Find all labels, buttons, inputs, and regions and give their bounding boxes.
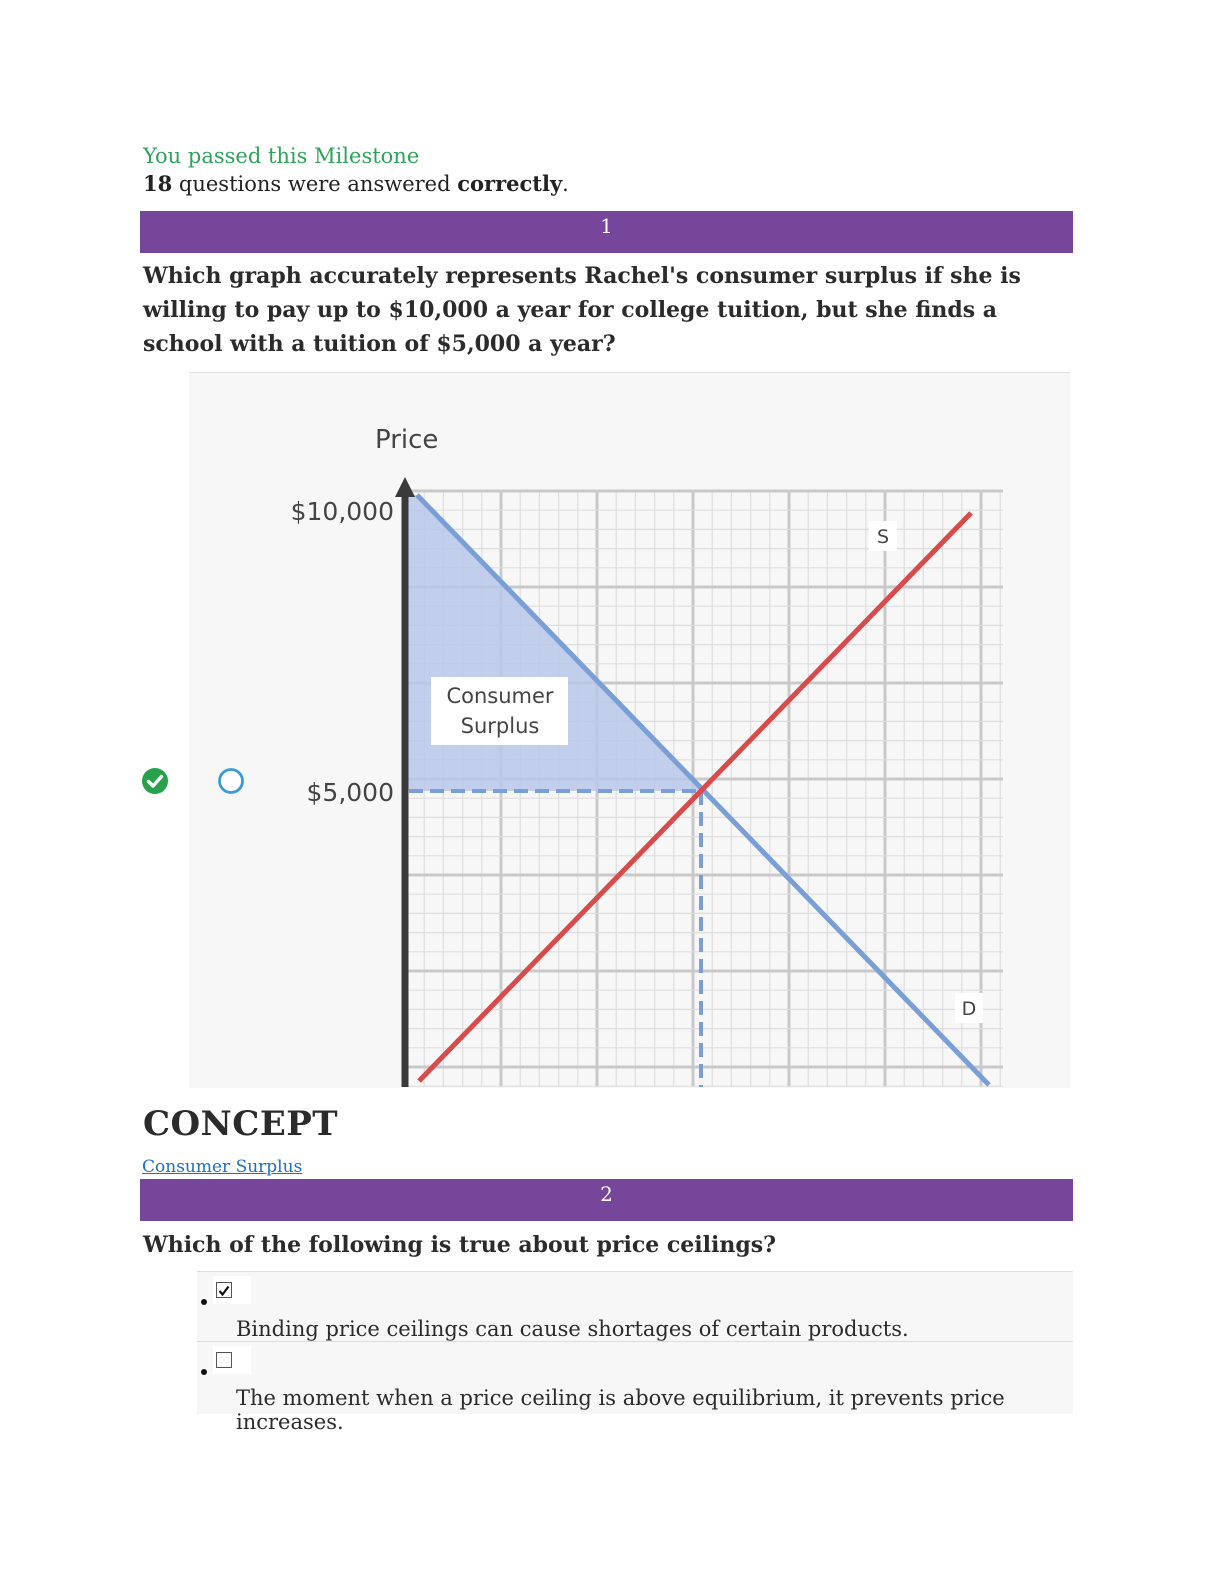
question-2-header xyxy=(140,1179,1073,1221)
option-2-label: The moment when a price ceiling is above equilibrium, it prevents price increases. xyxy=(236,1386,1005,1434)
option-1-checkbox-wrap xyxy=(213,1276,251,1304)
y-axis-label: Price xyxy=(375,425,439,455)
concept-link[interactable]: Consumer Surplus xyxy=(142,1157,303,1177)
question-1-header xyxy=(140,211,1073,253)
option-2-checkbox-wrap xyxy=(213,1346,251,1374)
correct-check-icon xyxy=(141,767,169,795)
y-tick-label-10000: $10,000 xyxy=(290,497,394,526)
bullet xyxy=(201,1369,207,1375)
question-2-text: Which of the following is true about price ceilings? xyxy=(143,1232,777,1258)
score-text: questions were answered xyxy=(172,172,458,196)
question-1-text: Which graph accurately represents Rachel's consumer surplus if she is willing to pay up to $10,000 a year for college tuition, but she finds a school with a tuition of $5,000 a year? xyxy=(143,263,1021,357)
answer-radio-button[interactable] xyxy=(217,767,245,795)
consumer-surplus-label-line1: Consumer xyxy=(446,684,554,708)
demand-label: D xyxy=(961,998,977,1020)
answer-option-2[interactable] xyxy=(197,1341,1073,1434)
answer-option-1[interactable] xyxy=(197,1271,1073,1342)
score-period: . xyxy=(562,172,569,196)
score-correctly: correctly xyxy=(457,171,563,196)
consumer-surplus-label-line2: Surplus xyxy=(460,714,540,738)
supply-label: S xyxy=(876,526,890,548)
milestone-status: You passed this Milestone xyxy=(143,144,420,168)
score-summary xyxy=(143,171,569,196)
bullet xyxy=(201,1299,207,1305)
question-2-number: 2 xyxy=(600,1182,613,1206)
checkmark-icon xyxy=(217,1284,231,1298)
option-1-label: Binding price ceilings can cause shortages of certain products. xyxy=(236,1317,909,1341)
concept-heading: CONCEPT xyxy=(143,1104,339,1144)
y-tick-label-5000: $5,000 xyxy=(306,778,394,807)
correct-count: 18 xyxy=(143,171,173,196)
question-1-number: 1 xyxy=(600,214,613,238)
consumer-surplus-chart xyxy=(273,405,1070,1087)
option-1-checkbox[interactable] xyxy=(216,1282,232,1298)
option-2-checkbox[interactable] xyxy=(216,1352,232,1368)
